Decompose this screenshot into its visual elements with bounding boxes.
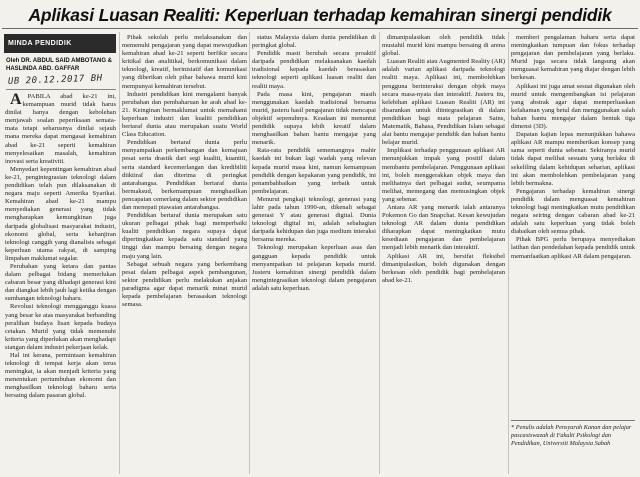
paragraph: Aplikasi AR ini, bersifat fleksibel dimanipulasikan, boleh digunakan dengan berkesan oleh pendidik bagi pembelajaran abad ke-21.	[382, 252, 505, 284]
author-footnote: * Penulis adalah Pensyarah Kanan dan pelajar pascasiswazah di Fakulti Psikologi dan Pendidikan, Universiti Malaysia Sabah	[511, 420, 635, 472]
article-column-3	[252, 34, 376, 474]
paragraph: status Malaysia dalam dunia pendidikan di peringkat global.	[252, 34, 376, 50]
headline-divider	[2, 28, 638, 29]
paragraph: Dapatan kajian lepas menunjukkan bahawa aplikasi AR mampu memberikan konsep yang sama seperti dunia sebenar. Sekiranya murid tidak dapat melihat sesuatu yang berlaku di sekeliling dalam kehidupan seharian, aplikasi ini akan membolehkan pembelajaran yang lebih bermakna.	[511, 131, 635, 187]
column-divider	[249, 32, 250, 474]
paragraph: dimanipulasikan oleh pendidik tidak mustahil murid kini mampu bersaing di arena global.	[382, 34, 505, 58]
paragraph: Luasan Realiti atau Augmented Reality (AR) adalah varian aplikasi daripada teknologi realiti maya. Aplikasi ini, membolehkan pengguna berinteraksi dengan objek maya secara masa-nyata dan interaktif. Justeru itu, kelebihan aplikasi Luasan Realiti (AR) ini disarankan untuk diintegrasikan di dalam pendidikan bagi mata pelajaran Sains, Matematik, Bahasa, Pendidikan Islam sebagai alat bantu mengajar pendidik dan bahan bantu belajar murid.	[382, 58, 505, 147]
article-column-2	[122, 34, 247, 474]
paragraph: Pihak sekolah perlu melaksanakan dan memenuhi pengajaran yang dapat mewujudkan kemahiran abad ke-21 seperti berfikir secara kritikal dan analitikal, berkomunikasi dalam teknologi, kreatif, berinisiatif dan komunikasi yang diberikan oleh pihar bahawa murid kini mempunyai kemahiran tersebut.	[122, 34, 247, 90]
column-divider	[379, 32, 380, 474]
paragraph: Industri pendidikan kini mengalami banyak perubahan dan pembaharuan ke arah abad ke-21. Keinginan bermaklumat untuk memahami keperluan industri dan kualiti pendidikan bertaraf dunia atau merupakan suatu World Class Education.	[122, 90, 247, 139]
paragraph: Hal ini kerana, permintaan kemahiran teknologi di tempat kerja akan terus meningkat, ia akan menjadi kriteria yang menentukan pertumbuhan ekonomi dan menghasilkan teknologi baharu serta bersaing dalam pasaran global.	[5, 352, 116, 400]
author-byline: Oleh DR. ABDUL SAID AMBOTANG & HASLINDA ABD. GAFFAR	[6, 58, 112, 72]
paragraph: Pengajaran terhadap kemahiran sinergi pendidik dalam menguasai kemahiran teknologi bagi meningkatkan mutu pendidikan negara seiring dengan cabaran abad ke-21 adalah satu keperluan yang tidak boleh diabaikan oleh semua pihak.	[511, 187, 635, 236]
article-column-5	[511, 34, 635, 414]
article-column-4	[382, 34, 505, 474]
paragraph: Pada masa kini, pengajaran masih menggunakan kaedah tradisional bersama murid, justeru hasil pengajaran tidak mencapai objektif sepenuhnya. Keadaan ini menuntut pendidik supaya lebih kreatif dalam menghasilkan bahan bantu mengajar yang menarik.	[252, 90, 376, 147]
column-divider	[119, 32, 120, 474]
byline-divider	[6, 89, 116, 90]
section-label: MINDA PENDIDIK	[4, 34, 116, 53]
paragraph: Rata-rata pendidik sememangnya mahir kaedah ini bukan lagi wadah yang relevan kepada murid masa kini, namun kemampuan pendidik dengan kepakaran yang pendidik, ini penambahbaikan yang terbaik untuk pembelajaran.	[252, 147, 376, 195]
article-headline: Aplikasi Luasan Realiti: Keperluan terhadap kemahiran sinergi pendidik	[28, 5, 612, 25]
paragraph: Pendidikan bertaraf dunia merupakan satu ukuran pelbagai pihak bagi memperbaiki kualiti pendidikan negara supaya dapat dipertingkatkan kepada satu standard yang tinggi dan mampu bersaing dengan negara maju yang lain.	[122, 212, 247, 260]
paragraph: Antara AR yang menarik ialah antaranya Pokemon Go dan Snapchat. Kesan kewujudan teknologi AR dalam dunia pendidikan diharapkan dapat meningkatkan mutu kesediaan pengajaran dan pembelajaran menjadi lebih menarik dan interaktif.	[382, 203, 505, 252]
paragraph: Pendidikan bertaraf dunia perlu menyampaikan perkembangan dan kemajuan pesat serta drastik dari segi kualiti, kuantiti, serta standard kecemerlangan dan kredibiliti diiktiraf dan diterima di peringkat antarabangsa. Pendidikan bertaraf dunia bermaksud, berkemampuan menghasilkan pencapaian cemerlang dalam sektor pendidikan dan menepati piawaian antarabangsa.	[122, 139, 247, 211]
paragraph: APABILA abad ke-21 ini, kemampuan murid tidak harus dinilai hanya dengan kebolehan menjawab soalan peperiksaan semata-mata tetapi seharusnya dinilai sejauh mana mereka dapat mengasai kemahiran abad ke-21 seperti kemahiran menyelesaikan masalah, kemahiran inovasi serta kreativiti.	[5, 93, 116, 165]
paragraph: Perubahan yang ketara dan pantas dalam pelbagai bidang memerlukan cabaran besar yang dihadapi generasi kini dan diangkat lebih jauh lagi ketika dengan sumbangan teknologi baharu.	[5, 262, 116, 303]
column-divider	[508, 32, 509, 474]
paragraph: memberi pengalaman baharu serta dapat meningkatkan tumpuan dan fokus terhadap pengajaran dan pembelajaran yang berlaku. Murid juga secara tidak langsung akan menguasai kemahiran yang diajar dengan lebih berkesan.	[511, 34, 635, 82]
paragraph: Menurut pengkaji teknologi, generasi yang lahir pada tahun 1990-an, dikenali sebagai generasi Y atau generasi digital. Dunia teknologi digital ini, adalah sebahagian daripada kehidupan dan juga medium interaksi bersama mereka.	[252, 195, 376, 244]
paragraph: Menyedari kepentingan kemahiran abad ke-21, pengintegrasian teknologi dalam pendidikan telah pun dilaksanakan di negara maju seperti Amerika Syarikat. Kemahiran abad ke-21 mampu menyediakan generasi yang tidak mengharapkan kemungkinan juga daripada globalisasi masyarakat industri, ekonomi global, serta kebanjiran teknologi canggih yang dianalisis sebagai keperluan utama rakyat, di samping limpahan maklumat segalar.	[5, 165, 116, 262]
handwritten-date: UB 20.12.2017 BH	[7, 73, 103, 87]
paragraph: Revolusi teknologi mengganggu kuasa yang besar ke atas masyarakat berbanding peralihan budaya lisan kepada budaya cetakan. Murid yang tidak memenuhi kriteria yang diperlukan akan menghadapi siangan dalam industri pekerjaan kelak.	[5, 303, 116, 351]
paragraph: Pihak BPG perlu berupaya menyediakan latihan dan pendedahan kepada pendidik untuk memanfaatkan aplikasi AR dalam pengajaran.	[511, 236, 635, 260]
paragraph: Sebagai sebuah negara yang berkembang pesat dalam pelbagai aspek pembangunan, sektor pendidikan perlu melakukan anjakan paradigma agar dapat menarik minat murid kepada pembelajaran berasaskan teknologi semasa.	[122, 260, 247, 309]
paragraph: Pendidik masti berubah secara proaktif daripada pendidikan melaksanakan kaedah tradisional kepada kaedah berasaskan teknologi seperti aplikasi luasan realiti dan realiti maya.	[252, 50, 376, 90]
paragraph: Aplikasi ini juga amat sesuai digunakan oleh murid untuk mengembangkan isi pelajaran yang abstrak agar dapat memperluaskan kefahaman yang betul dan menggunakan salah bahan bantu mengajar dalam bentuk tiga dimensi (3D).	[511, 82, 635, 131]
paragraph: Teknologi merupakan keperluan asas dan gangguan kepada pendidik untuk menyampaikan isi pelajaran kepada murid. Justeru kemahiran sinergi pendidik dalam mengintegrasikan teknologi dalam pengajaran adalah satu keperluan.	[252, 244, 376, 292]
article-column-1	[5, 93, 116, 473]
paragraph: Implikasi terhadap penggunaan aplikasi AR menunjukkan impak yang positif dalam membantu pembelajaran. Penggunaan aplikasi ini, boleh menggerakkan objek maya dan melihatnya dari pelbagai sudut, seumpama melihat, memegang dan memusingkan objek yang sebenar.	[382, 147, 505, 203]
